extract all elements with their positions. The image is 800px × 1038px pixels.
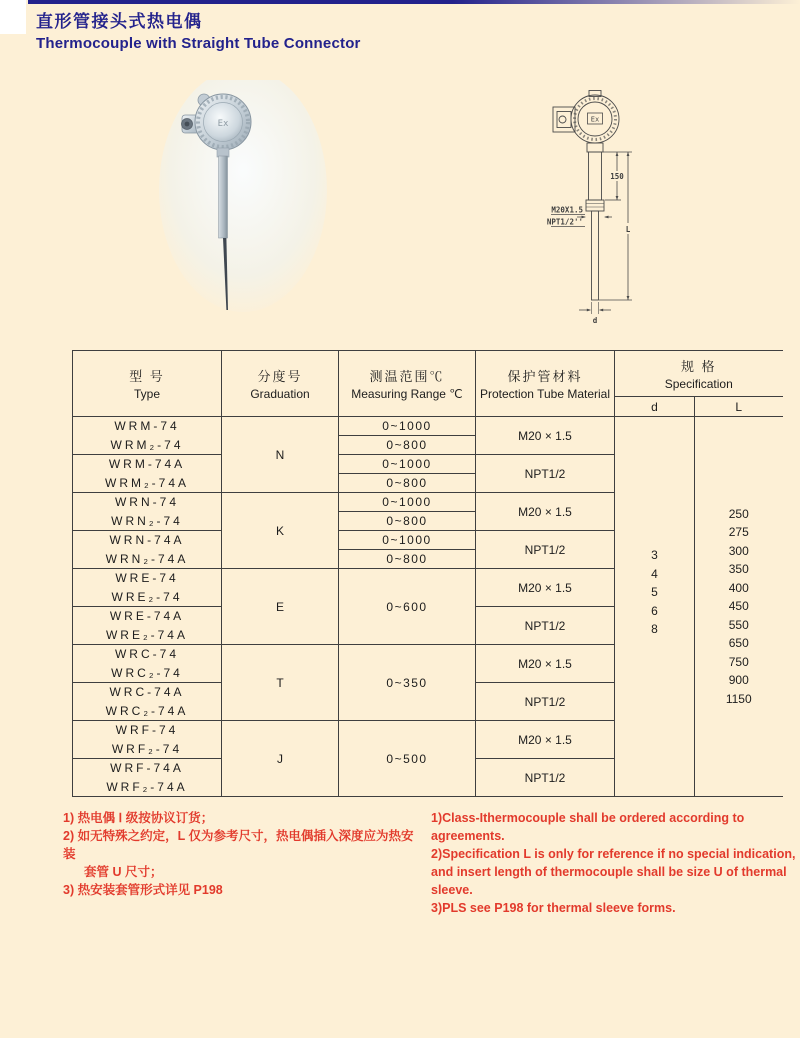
range-cell: 0~800: [339, 512, 476, 531]
footnote-zh-3: 3) 热安装套管形式详见 P198: [63, 883, 223, 897]
type-cell: WRN-74 WRN₂-74: [73, 493, 222, 531]
dim-d-label: d: [592, 316, 598, 325]
graduation-cell: E: [222, 569, 339, 645]
graduation-cell: T: [222, 645, 339, 721]
spec-d-cell: [615, 417, 695, 797]
material-cell: NPT1/2: [476, 607, 615, 645]
spec-l-cell: [695, 417, 783, 797]
material-header-zh: 保护管材料: [507, 369, 583, 384]
thermocouple-dimension-drawing: [533, 85, 708, 325]
table-row: [73, 417, 783, 436]
type-cell: WRM-74A WRM₂-74A: [73, 455, 222, 493]
dim-150-label: 150: [610, 172, 624, 181]
material-cell: M20 × 1.5: [476, 569, 615, 607]
spec-d-values: 3 4 5 6 8: [651, 548, 658, 637]
spec-header-zh: 规 格: [680, 359, 717, 374]
footnote-zh-1: 1) 热电偶 Ⅰ 级按协议订货；: [63, 811, 214, 825]
material-header: [476, 351, 615, 417]
drawing-outline: [553, 91, 619, 301]
graduation-cell: K: [222, 493, 339, 569]
page-title: [36, 7, 361, 52]
footnote-zh-2: 2) 如无特殊之约定，L 仅为参考尺寸，热电偶插入深度应为热安装: [63, 829, 414, 861]
material-header-en: Protection Tube Material: [479, 387, 611, 401]
material-cell: M20 × 1.5: [476, 721, 615, 759]
type-cell: WRC-74 WRC₂-74: [73, 645, 222, 683]
range-cell: 0~1000: [339, 455, 476, 474]
footnote-en-2: 2)Specification L is only for reference if no special indication,: [431, 847, 796, 861]
type-cell: WRF-74A WRF₂-74A: [73, 759, 222, 797]
type-cell: WRF-74 WRF₂-74: [73, 721, 222, 759]
material-cell: NPT1/2: [476, 683, 615, 721]
page-title-en: Thermocouple with Straight Tube Connector: [36, 35, 361, 52]
footnotes-chinese: [63, 809, 423, 899]
spec-header: [615, 351, 783, 397]
footnote-en-1: 1)Class-Ithermocouple shall be ordered according to agreements.: [431, 811, 745, 843]
spec-table: [72, 350, 783, 797]
type-cell: WRM-74 WRM₂-74: [73, 417, 222, 455]
drawing-ex-marking: Ex: [590, 115, 600, 124]
thermocouple-photo: [158, 80, 328, 330]
top-accent-bar: [28, 0, 800, 4]
spec-d-header: d: [615, 397, 695, 417]
graduation-header-zh: 分度号: [257, 369, 303, 384]
spec-l-header: L: [695, 397, 783, 417]
type-cell: WRE-74 WRE₂-74: [73, 569, 222, 607]
material-cell: NPT1/2: [476, 531, 615, 569]
footnote-en-2b: and insert length of thermocouple shall be size U of thermal sleeve.: [431, 865, 787, 897]
range-cell: 0~1000: [339, 417, 476, 436]
range-cell: 0~350: [339, 645, 476, 721]
range-cell: 0~1000: [339, 531, 476, 550]
type-header-en: Type: [133, 387, 160, 401]
scan-corner-artifact: [0, 0, 26, 34]
range-cell: 0~800: [339, 550, 476, 569]
range-header: [339, 351, 476, 417]
graduation-header-en: Graduation: [250, 387, 310, 401]
footnotes-english: [431, 809, 796, 917]
material-cell: NPT1/2: [476, 455, 615, 493]
material-cell: NPT1/2: [476, 759, 615, 797]
thread-label-m20: M20X1.5: [551, 205, 583, 215]
graduation-cell: J: [222, 721, 339, 797]
type-header: [73, 351, 222, 417]
range-cell: 0~600: [339, 569, 476, 645]
thread-label-npt: NPT1/2'': [546, 217, 583, 227]
range-cell: 0~800: [339, 436, 476, 455]
graduation-header: [222, 351, 339, 417]
type-cell: WRC-74A WRC₂-74A: [73, 683, 222, 721]
range-cell: 0~800: [339, 474, 476, 493]
range-header-zh: 测温范围℃: [369, 369, 445, 384]
range-cell: 0~500: [339, 721, 476, 797]
type-header-zh: 型 号: [129, 369, 165, 384]
page-title-zh: 直形管接头式热电偶: [36, 12, 203, 31]
range-header-en: Measuring Range ℃: [351, 387, 463, 401]
dim-L-label: L: [625, 225, 631, 234]
material-cell: M20 × 1.5: [476, 417, 615, 455]
spec-l-values: 250 275 300 350 400 450 550 650 750 900 1150: [725, 506, 752, 706]
spec-table-header: [73, 351, 783, 417]
material-cell: M20 × 1.5: [476, 645, 615, 683]
spec-header-en: Specification: [664, 377, 733, 391]
graduation-cell: N: [222, 417, 339, 493]
photo-ex-marking: Ex: [217, 119, 229, 129]
type-cell: WRE-74A WRE₂-74A: [73, 607, 222, 645]
material-cell: M20 × 1.5: [476, 493, 615, 531]
type-cell: WRN-74A WRN₂-74A: [73, 531, 222, 569]
footnote-zh-2b: 套管 U 尺寸；: [84, 865, 163, 879]
footnote-en-3: 3)PLS see P198 for thermal sleeve forms.: [431, 901, 676, 915]
range-cell: 0~1000: [339, 493, 476, 512]
